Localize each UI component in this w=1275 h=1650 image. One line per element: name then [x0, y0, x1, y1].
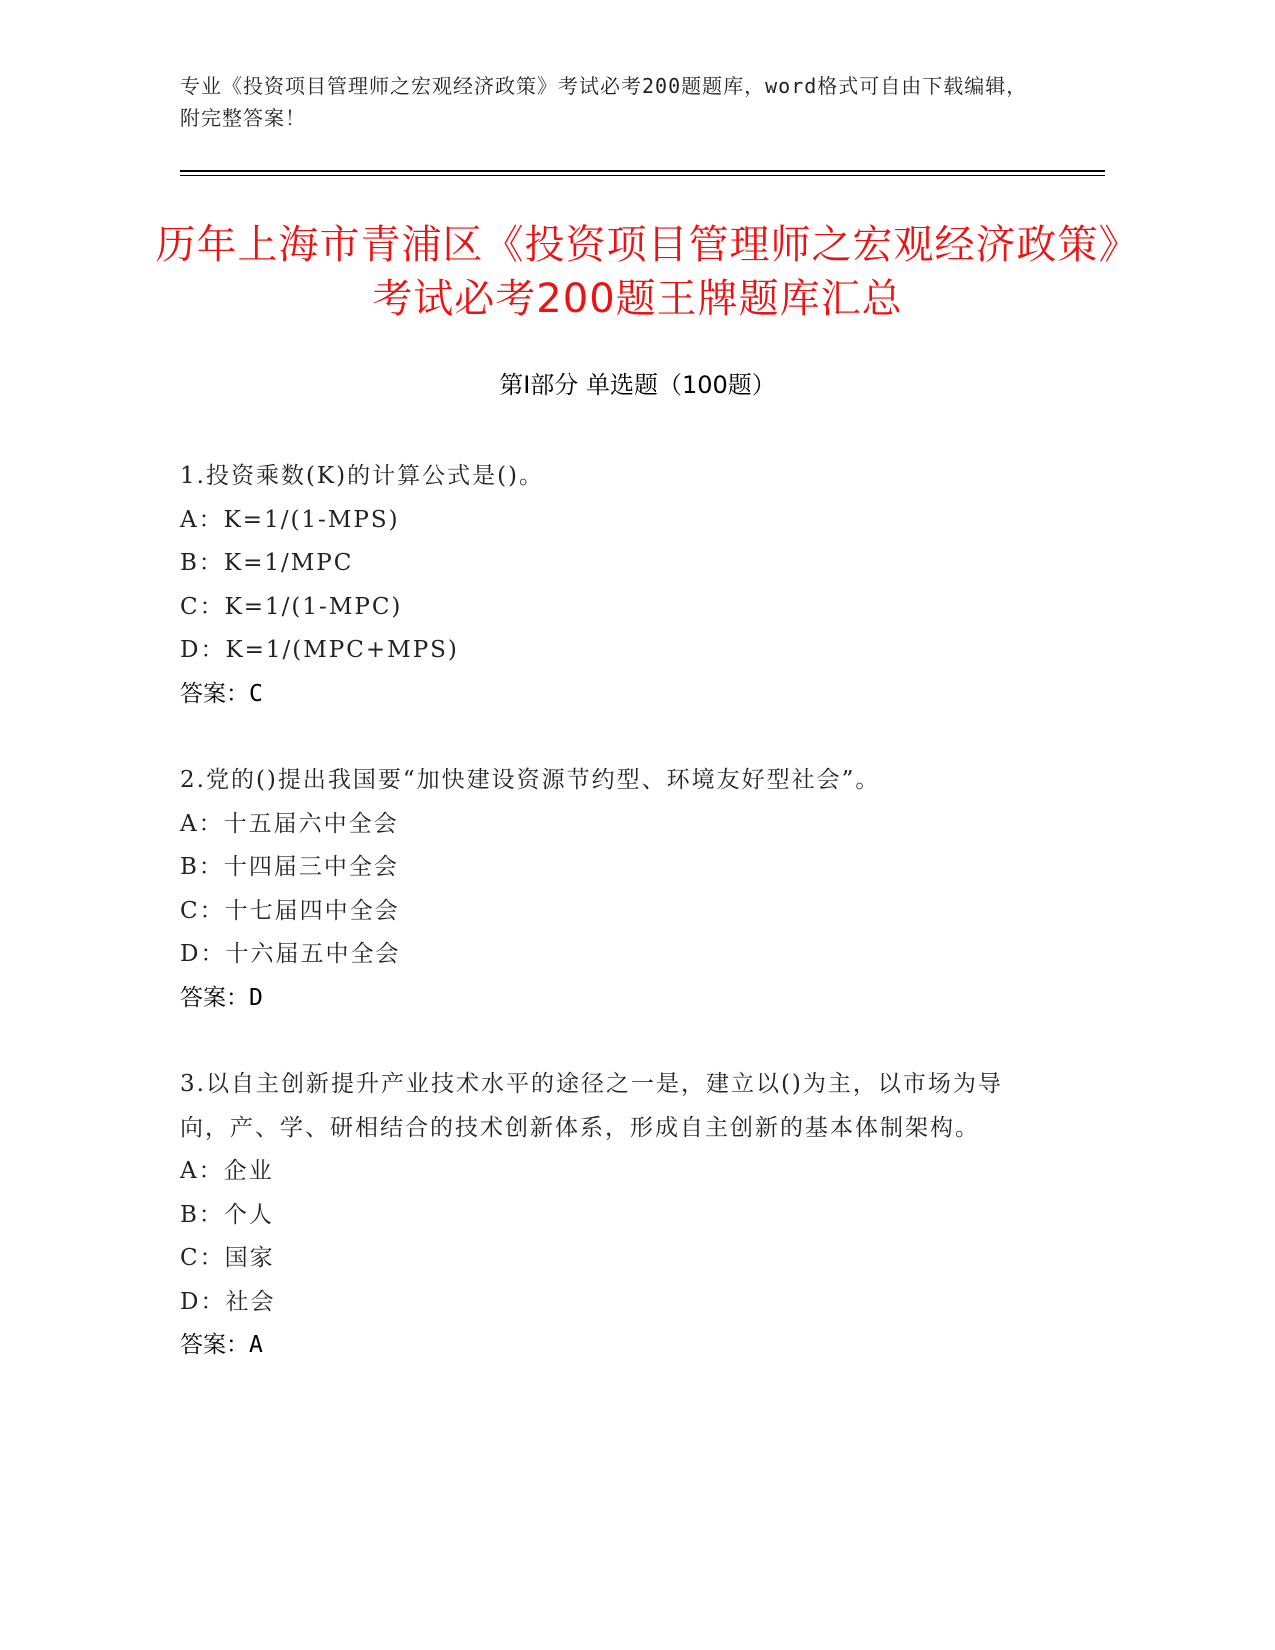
- answer-value: D: [249, 984, 263, 1011]
- option-a: A：K=1/(1-MPS): [180, 506, 400, 533]
- header-divider-thin: [180, 175, 1105, 176]
- answer-label: 答案：: [180, 984, 249, 1011]
- question-item: [180, 455, 1040, 716]
- header-note: 专业《投资项目管理师之宏观经济政策》考试必考200题题库，word格式可自由下载编辑，附完整答案！: [180, 74, 1028, 130]
- answer-value: A: [249, 1332, 263, 1358]
- option-d: D：社会: [180, 1288, 276, 1315]
- question-item: [180, 1063, 1040, 1368]
- header-divider-thick: [180, 170, 1105, 172]
- option-c: C：十七届四中全会: [180, 897, 400, 924]
- option-d: D：十六届五中全会: [180, 941, 401, 967]
- answer-value: C: [249, 680, 263, 707]
- question-list: [180, 455, 1040, 1411]
- answer-line: [180, 673, 1040, 717]
- answer-line: [180, 977, 1040, 1021]
- option-b: B：个人: [180, 1201, 274, 1228]
- option-c: C：K=1/(1-MPC): [180, 593, 403, 620]
- answer-label: 答案：: [180, 1332, 249, 1358]
- option-b: B：K=1/MPC: [180, 550, 354, 576]
- section-title: 第Ⅰ部分 单选题（100题）: [499, 371, 776, 399]
- question-item: [180, 759, 1040, 1020]
- option-c: C：国家: [180, 1245, 275, 1271]
- option-d: D：K=1/(MPC+MPS): [180, 637, 459, 663]
- question-stem: 2.党的()提出我国要“加快建设资源节约型、环境友好型社会”。: [180, 767, 881, 793]
- question-stem: 3.以自主创新提升产业技术水平的途径之一是，建立以()为主，以市场为导向，产、学、研相结合的技术创新体系，形成自主创新的基本体制架构。: [180, 1071, 1003, 1141]
- question-stem: 1.投资乘数(K)的计算公式是()。: [180, 463, 545, 489]
- option-b: B：十四届三中全会: [180, 854, 399, 880]
- option-a: A：十五届六中全会: [180, 810, 399, 837]
- answer-label: 答案：: [180, 680, 249, 707]
- page-title: 历年上海市青浦区《投资项目管理师之宏观经济政策》考试必考200题王牌题库汇总: [155, 222, 1120, 322]
- option-a: A：企业: [180, 1158, 274, 1184]
- answer-line: [180, 1324, 1040, 1368]
